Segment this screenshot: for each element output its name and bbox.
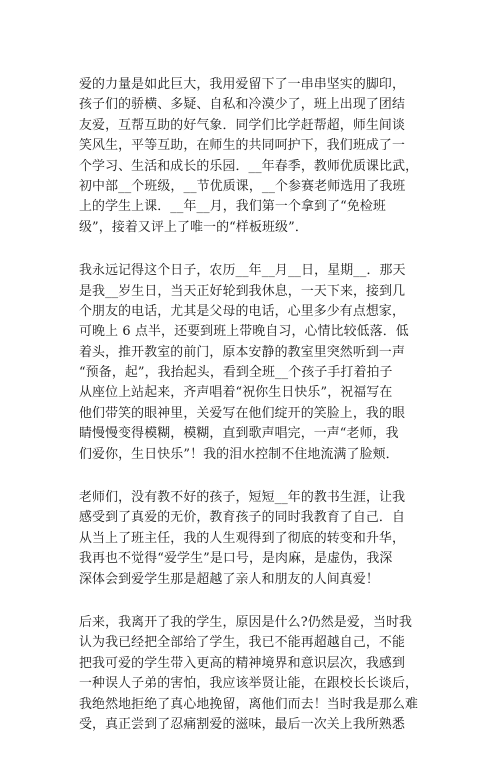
text-line: 着头，推开教室的前门，原本安静的教室里突然听到一声 xyxy=(79,344,406,360)
text-line: 友爱，互帮互助的好气象．同学们比学赶帮超，师生间谈 xyxy=(79,117,406,133)
text-line: 们爱你，生日快乐”！我的泪水控制不住地流满了脸颊． xyxy=(79,446,399,462)
text-line: 我绝然地拒绝了真心地挽留，离他们而去！当时我是那么难 xyxy=(79,696,419,712)
text-line: 他们带笑的眼神里，关爱写在他们绽开的笑脸上，我的眼 xyxy=(79,405,406,421)
text-line: 把我可爱的学生带入更高的精神境界和意识层次，我感到 xyxy=(79,655,406,671)
paragraph-1 xyxy=(79,75,423,238)
text-line: 个朋友的电话，尤其是父母的电话，心里多少有点想家， xyxy=(79,303,406,319)
text-line: 后来，我离开了我的学生，原因是什么?仍然是爱，当时我 xyxy=(79,614,413,630)
text-line: 个学习、生活和成长的乐园．__年春季，教师优质课比武， xyxy=(79,158,419,174)
text-line: 睛慢慢变得模糊，模糊，直到歌声唱完，一声“老师，我 xyxy=(79,426,399,442)
paragraph-2 xyxy=(79,261,423,465)
text-line: 上的学生上课．__年__月，我们第一个拿到了“免检班 xyxy=(79,199,386,215)
text-line: 老师们，没有教不好的孩子，短短__年的教书生涯，让我 xyxy=(79,490,406,506)
text-line: 一种误人子弟的害怕，我应该举贤让能，在跟校长长谈后， xyxy=(79,676,419,692)
text-line: “预备，起”，我抬起头，看到全班__个孩子手打着拍子 xyxy=(79,365,393,381)
text-line: 是我__岁生日，当天正好轮到我休息，一天下来，接到几 xyxy=(79,283,406,299)
paragraph-3 xyxy=(79,488,423,590)
text-line: 认为我已经把全部给了学生，我已不能再超越自己，不能 xyxy=(79,635,406,651)
text-line: 从座位上站起来，齐声唱着“祝你生日快乐”，祝福写在 xyxy=(79,385,393,401)
document-page xyxy=(79,75,423,758)
text-line: 从当上了班主任，我的人生观得到了彻底的转变和升华， xyxy=(79,530,406,546)
text-line: 笑风生，平等互助，在师生的共同呵护下，我们班成了一 xyxy=(79,138,406,154)
text-line: 受，真正尝到了忍痛割爱的滋味，最后一次关上我所熟悉 xyxy=(79,716,406,732)
text-line: 可晚上 6 点半，还要到班上带晚自习，心情比较低落．低 xyxy=(79,324,409,340)
text-line: 深体会到爱学生那是超越了亲人和朋友的人间真爱！ xyxy=(79,571,379,587)
text-line: 爱的力量是如此巨大，我用爱留下了一串串坚实的脚印， xyxy=(79,77,406,92)
paragraph-4 xyxy=(79,613,423,735)
text-line: 感受到了真爱的无价，教育孩子的同时我教育了自己．自 xyxy=(79,510,406,526)
text-line: 级”，接着又评上了唯一的“样板班级”． xyxy=(79,219,308,235)
text-line: 我永远记得这个日子，农历__年__月__日，星期__．那天 xyxy=(79,263,406,279)
text-line: 初中部__个班级，__节优质课，__个参赛老师选用了我班 xyxy=(79,178,406,194)
text-line: 孩子们的骄横、多疑、自私和冷漠少了，班上出现了团结 xyxy=(79,97,406,113)
text-line: 我再也不觉得“爱学生”是口号，是肉麻，是虚伪，我深 xyxy=(79,551,393,567)
